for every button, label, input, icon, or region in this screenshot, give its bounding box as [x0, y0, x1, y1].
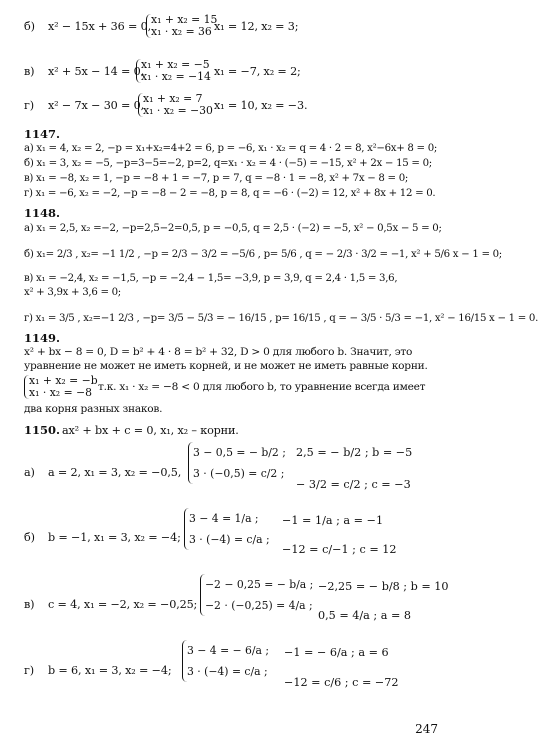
system-line: 3 − 4 = 1/a ; — [189, 512, 259, 525]
result: −12 = c/6 ; c = −72 — [284, 676, 399, 689]
result: 2,5 = − b/2 ; b = −5 — [296, 446, 413, 459]
roots: x₁ = −7, x₂ = 2; — [214, 65, 301, 78]
system-line: x₁ · x₂ = −8 — [29, 386, 92, 399]
system-line: x₁ + x₂ = −5 — [141, 58, 210, 71]
system-line: 3 − 0,5 = − b/2 ; — [193, 446, 286, 459]
result: −1 = 1/a ; a = −1 — [282, 514, 384, 527]
solution-system — [200, 574, 313, 616]
problem-1147-line: в) x₁ = −8, x₂ = 1, −p = −8 + 1 = −7, p = 7, q = −8 · 1 = −8, x² + 7x − 8 = 0; — [24, 173, 409, 184]
label: а) — [24, 466, 35, 479]
system-line: −2 − 0,25 = − b/a ; — [205, 578, 314, 591]
result: −2,25 = − b/8 ; b = 10 — [318, 580, 449, 593]
system-line: 3 − 4 = − 6/a ; — [187, 644, 270, 657]
roots: x₁ = 10, x₂ = −3. — [214, 99, 308, 112]
label: г) — [24, 99, 34, 112]
system-line: x₁ · x₂ = 36 — [151, 25, 212, 38]
given: b = 6, x₁ = 3, x₂ = −4; — [48, 664, 172, 677]
equation: x² − 7x − 30 = 0, — [48, 99, 145, 112]
vieta-system — [146, 14, 217, 38]
system-line: x₁ · x₂ = −14 — [141, 70, 211, 83]
system-line: x₁ · x₂ = −30 — [143, 104, 213, 117]
label: в) — [24, 65, 35, 78]
label: б) — [24, 20, 35, 33]
problem-1148-line: x² + 3,9x + 3,6 = 0; — [24, 287, 121, 298]
vieta-system — [136, 59, 211, 83]
solution-system — [188, 442, 286, 484]
problem-1150-title: 1150. — [24, 423, 61, 437]
system-line: x₁ + x₂ = 15 — [151, 13, 218, 26]
problem-1148-line: б) x₁= 2/3 , x₂= −1 1/2 , −p = 2/3 − 3/2 = −5/6 , p= 5/6 , q = − 2/3 · 3/2 = −1, x² + 5/6 x − 1 = 0; — [24, 249, 502, 260]
problem-1148-line: г) x₁ = 3/5 , x₂=−1 2/3 , −p= 3/5 − 5/3 = − 16/15 , p= 16/15 , q = − 3/5 · 5/3 = −1, x² − 16/15 x − 1 = 0. — [24, 313, 538, 324]
system-line: 3 · (−4) = c/a ; — [187, 665, 268, 678]
problem-1149-title: 1149. — [24, 331, 61, 345]
result: − 3/2 = c/2 ; c = −3 — [296, 478, 411, 491]
problem-1150-header: ax² + bx + c = 0, x₁, x₂ – корни. — [62, 424, 239, 437]
roots: x₁ = 12, x₂ = 3; — [214, 20, 299, 33]
vieta-system — [24, 375, 98, 399]
problem-1148-line: а) x₁ = 2,5, x₂ =−2, −p=2,5−2=0,5, p = −0,5, q = 2,5 · (−2) = −5, x² − 0,5x − 5 = 0; — [24, 223, 442, 234]
page-number: 247 — [415, 722, 438, 736]
problem-1149-line: x² + bx − 8 = 0, D = b² + 4 · 8 = b² + 32, D > 0 для любого b. Значит, это — [24, 346, 413, 358]
equation: x² − 15x + 36 = 0, — [48, 20, 152, 33]
problem-1147-title: 1147. — [24, 127, 61, 141]
problem-1148-title: 1148. — [24, 206, 61, 220]
vieta-system — [138, 93, 213, 117]
label: в) — [24, 598, 35, 611]
result: −12 = c/−1 ; c = 12 — [282, 543, 397, 556]
problem-1149-line: уравнение не может не иметь корней, и не может не иметь равные корни. — [24, 360, 428, 372]
given: a = 2, x₁ = 3, x₂ = −0,5, — [48, 466, 182, 479]
system-line: x₁ + x₂ = −b — [29, 374, 98, 387]
solution-system — [182, 640, 269, 682]
solution-system — [184, 508, 270, 550]
problem-1147-line: г) x₁ = −6, x₂ = −2, −p = −8 − 2 = −8, p = 8, q = −6 · (−2) = 12, x² + 8x + 12 = 0. — [24, 188, 436, 199]
problem-1149-line: два корня разных знаков. — [24, 403, 163, 415]
system-line: 3 · (−0,5) = c/2 ; — [193, 467, 285, 480]
result: 0,5 = 4/a ; a = 8 — [318, 609, 411, 622]
given: c = 4, x₁ = −2, x₂ = −0,25; — [48, 598, 198, 611]
problem-1148-line: в) x₁ = −2,4, x₂ = −1,5, −p = −2,4 − 1,5= −3,9, p = 3,9, q = 2,4 · 1,5 = 3,6, — [24, 273, 398, 284]
result: −1 = − 6/a ; a = 6 — [284, 646, 389, 659]
system-line: −2 · (−0,25) = 4/a ; — [205, 599, 313, 612]
given: b = −1, x₁ = 3, x₂ = −4; — [48, 531, 181, 544]
problem-1147-line: б) x₁ = 3, x₂ = −5, −p=3−5=−2, p=2, q=x₁ · x₂ = 4 · (−5) = −15, x² + 2x − 15 = 0; — [24, 158, 432, 169]
system-line: 3 · (−4) = c/a ; — [189, 533, 270, 546]
label: б) — [24, 531, 35, 544]
problem-1147-line: а) x₁ = 4, x₂ = 2, −p = x₁+x₂=4+2 = 6, p = −6, x₁ · x₂ = q = 4 · 2 = 8, x²−6x+ 8 = 0; — [24, 143, 438, 154]
problem-1149-line: т.к. x₁ · x₂ = −8 < 0 для любого b, то уравнение всегда имеет — [98, 381, 426, 393]
label: г) — [24, 664, 34, 677]
equation: x² + 5x − 14 = 0, — [48, 65, 145, 78]
system-line: x₁ + x₂ = 7 — [143, 92, 203, 105]
